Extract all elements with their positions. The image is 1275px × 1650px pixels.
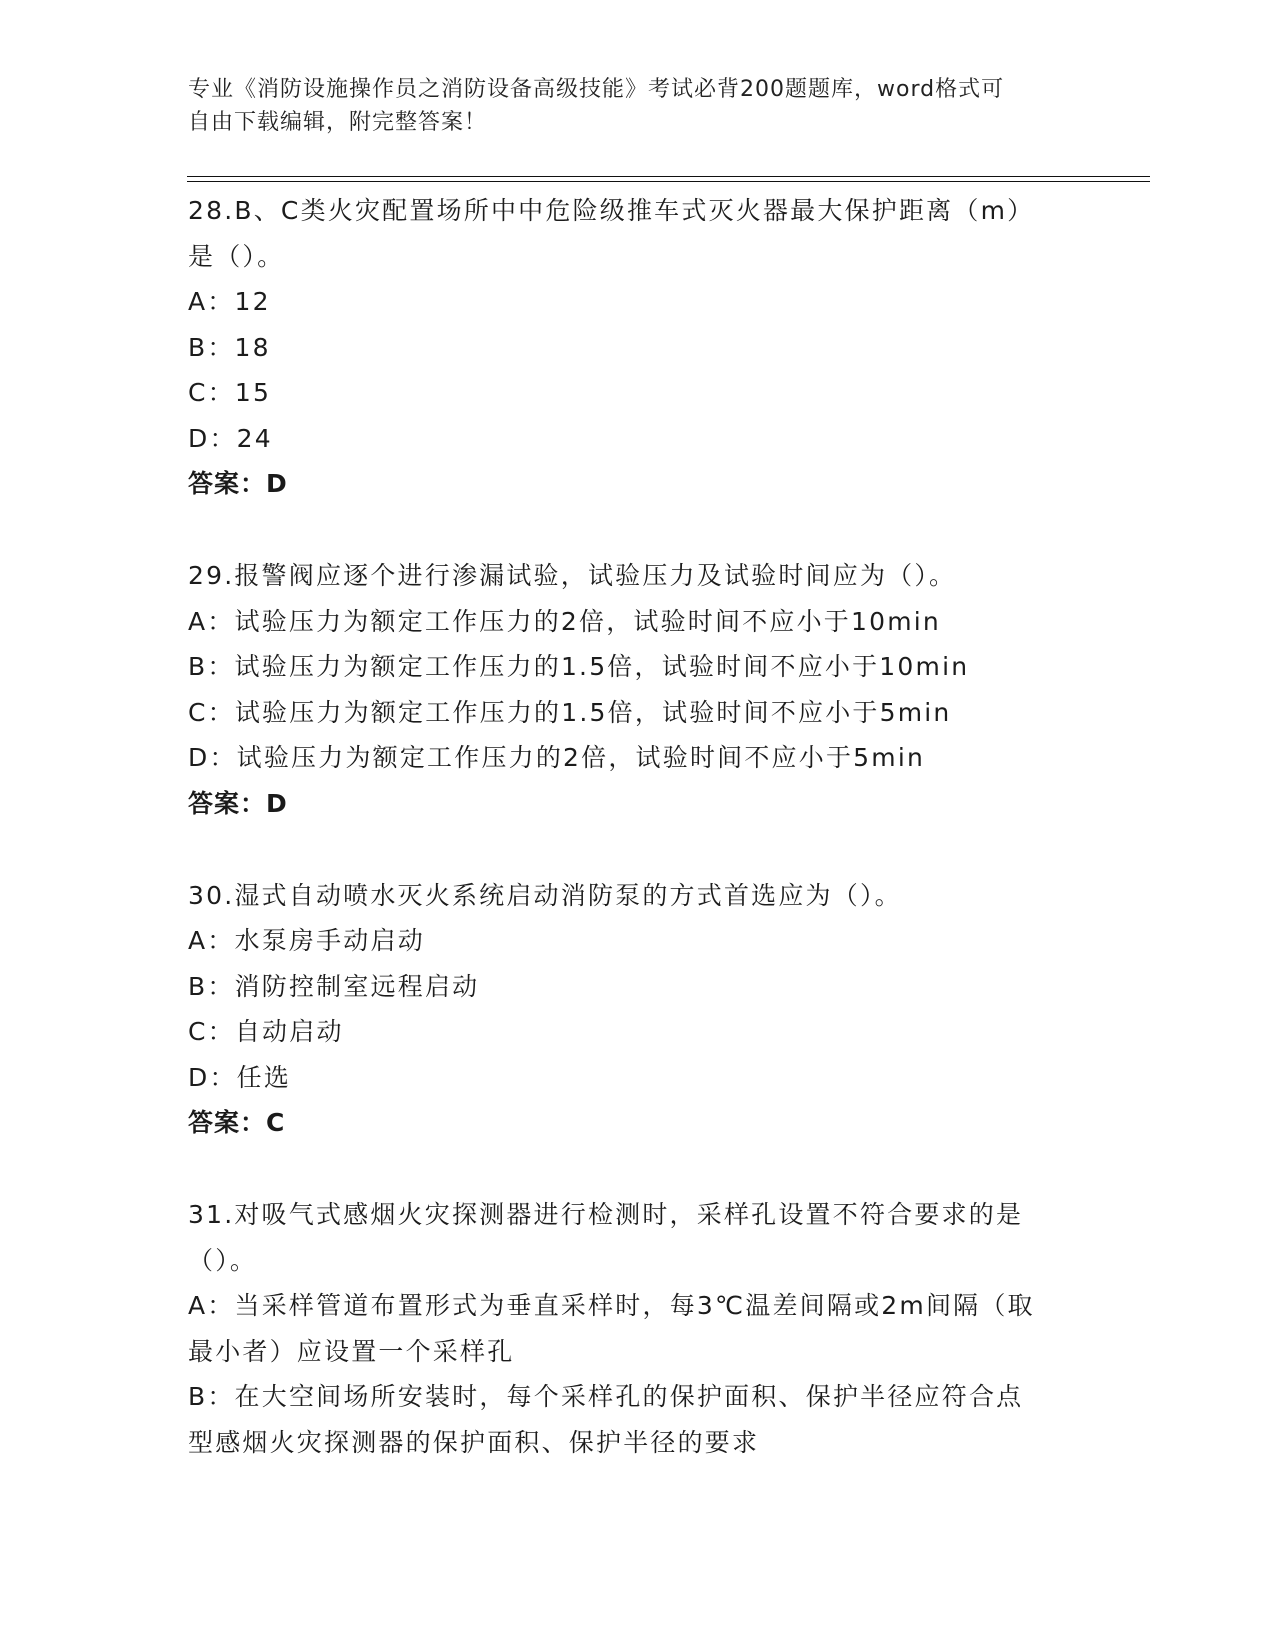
option-b: B：试验压力为额定工作压力的1.5倍，试验时间不应小于10min — [188, 652, 970, 681]
question-31 — [188, 1192, 1088, 1465]
question-stem: 30.湿式自动喷水灭火系统启动消防泵的方式首选应为（）。 — [188, 880, 902, 910]
answer-line: 答案：D — [188, 788, 288, 818]
option-a: A：12 — [188, 287, 271, 316]
option-a: A：当采样管道布置形式为垂直采样时，每3℃温差间隔或2m间隔（取 — [188, 1291, 1035, 1320]
question-29 — [188, 553, 1088, 827]
answer-line: 答案：D — [188, 469, 288, 498]
option-d: D：任选 — [188, 1062, 292, 1092]
question-stem-continued: （）。 — [188, 1245, 258, 1275]
option-a-continued: 最小者）应设置一个采样孔 — [188, 1336, 515, 1366]
option-b: B：在大空间场所安装时，每个采样孔的保护面积、保护半径应符合点 — [188, 1382, 1024, 1411]
question-30 — [188, 873, 1088, 1147]
option-d: D：24 — [188, 423, 273, 453]
option-c: C：试验压力为额定工作压力的1.5倍，试验时间不应小于5min — [188, 697, 952, 727]
option-a: A：水泵房手动启动 — [188, 926, 425, 955]
header-line-2: 自由下载编辑，附完整答案！ — [188, 110, 488, 135]
header-divider-top — [187, 176, 1150, 177]
option-b: B：18 — [188, 332, 271, 362]
document-header — [188, 73, 1068, 139]
option-b: B：消防控制室远程启动 — [188, 971, 480, 1001]
question-28 — [188, 188, 1088, 507]
question-stem-continued: 是（）。 — [188, 241, 285, 271]
option-c: C：自动启动 — [188, 1017, 344, 1046]
option-c: C：15 — [188, 378, 272, 407]
option-d: D：试验压力为额定工作压力的2倍，试验时间不应小于5min — [188, 743, 926, 772]
question-list — [188, 188, 1088, 1511]
header-line-1: 专业《消防设施操作员之消防设备高级技能》考试必背200题题库，word格式可 — [188, 77, 1005, 102]
question-stem: 28.B、C类火灾配置场所中中危险级推车式灭火器最大保护距离（m） — [188, 196, 1035, 225]
question-stem: 31.对吸气式感烟火灾探测器进行检测时，采样孔设置不符合要求的是 — [188, 1200, 1024, 1229]
option-b-continued: 型感烟火灾探测器的保护面积、保护半径的要求 — [188, 1427, 760, 1457]
option-a: A：试验压力为额定工作压力的2倍，试验时间不应小于10min — [188, 606, 941, 636]
answer-line: 答案：C — [188, 1108, 286, 1137]
header-divider-bottom — [187, 181, 1150, 182]
question-stem: 29.报警阀应逐个进行渗漏试验，试验压力及试验时间应为（）。 — [188, 561, 957, 590]
